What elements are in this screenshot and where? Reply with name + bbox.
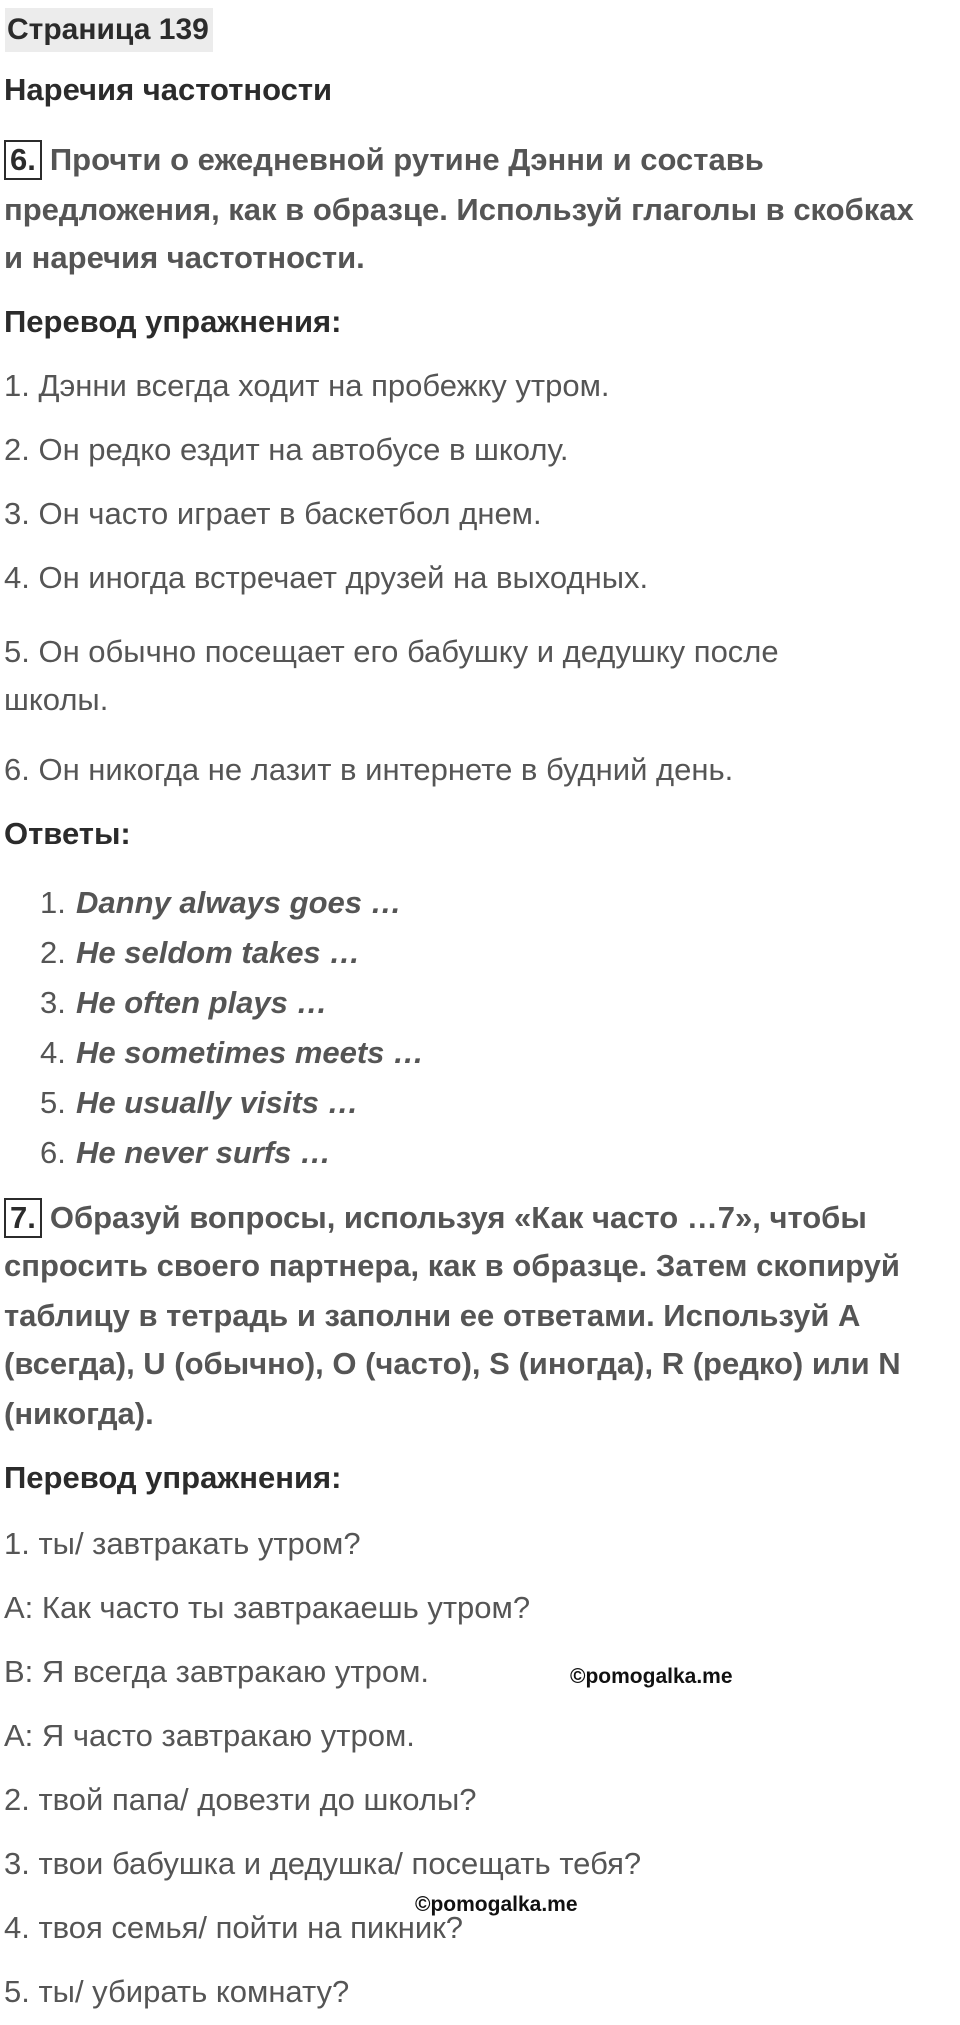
exercise7-number: 7. [4,1198,42,1238]
exercise7-task-text-1: Образуй вопросы, используя «Как часто …7», чтобы [49,1200,867,1235]
answer-number: 5. [40,1085,66,1120]
exercise6-task-line-2: предложения, как в образце. Используй глаголы в скобках [4,192,914,227]
exercise7-task-line-5: (никогда). [4,1396,154,1431]
exercise6-translation-line-6: школы. [4,682,109,717]
exercise7-translation-line-3: B: Я всегда завтракаю утром. [4,1654,429,1689]
watermark: ©pomogalka.me [570,1665,733,1688]
watermark: ©pomogalka.me [415,1893,578,1916]
exercise7-translation-line-1: 1. ты/ завтракать утром? [4,1526,361,1561]
answer-text: He never surfs … [76,1135,331,1170]
answer-number: 2. [40,935,66,970]
answer-text: He seldom takes … [76,935,361,970]
list-item [40,928,424,978]
exercise6-translation-heading: Перевод упражнения: [4,304,342,339]
exercise7-translation-line-7: 4. твоя семья/ пойти на пикник? [4,1910,463,1945]
answer-number: 4. [40,1035,66,1070]
exercise7-task-line-3: таблицу в тетрадь и заполни ее ответами. Используй A [4,1298,861,1333]
exercise7-task-line-1 [4,1198,867,1238]
exercise6-translation-line-4: 4. Он иногда встречает друзей на выходных. [4,560,649,595]
exercise6-task-line-1 [4,140,764,180]
exercise6-number: 6. [4,140,42,180]
answer-text: He sometimes meets … [76,1035,425,1070]
answer-text: Danny always goes … [76,885,402,920]
list-item [40,878,424,928]
exercise7-translation-line-4: A: Я часто завтракаю утром. [4,1718,415,1753]
exercise6-task-line-3: и наречия частотности. [4,240,365,275]
answer-text: He usually visits … [76,1085,359,1120]
exercise7-translation-line-6: 3. твои бабушка и дедушка/ посещать тебя? [4,1846,642,1881]
exercise6-translation-line-3: 3. Он часто играет в баскетбол днем. [4,496,542,531]
answer-number: 3. [40,985,66,1020]
exercise6-task-text-1: Прочти о ежедневной рутине Дэнни и составь [49,142,764,177]
topic-title: Наречия частотности [4,72,333,107]
page-number: Страница 139 [5,8,213,52]
list-item [40,1028,424,1078]
exercise7-translation-line-5: 2. твой папа/ довезти до школы? [4,1782,477,1817]
exercise6-translation-line-2: 2. Он редко ездит на автобусе в школу. [4,432,569,467]
answer-text: He often plays … [76,985,328,1020]
answer-number: 1. [40,885,66,920]
list-item [40,1128,424,1178]
exercise7-task-line-4: (всегда), U (обычно), O (часто), S (иногда), R (редко) или N [4,1346,901,1381]
exercise7-translation-line-2: A: Как часто ты завтракаешь утром? [4,1590,531,1625]
list-item [40,978,424,1028]
exercise6-answers-list [40,878,424,1178]
exercise6-answers-heading: Ответы: [4,816,131,851]
exercise7-translation-heading: Перевод упражнения: [4,1460,342,1495]
exercise7-translation-line-8: 5. ты/ убирать комнату? [4,1974,350,2009]
exercise6-translation-line-7: 6. Он никогда не лазит в интернете в будний день. [4,752,734,787]
exercise6-translation-line-1: 1. Дэнни всегда ходит на пробежку утром. [4,368,610,403]
exercise7-task-line-2: спросить своего партнера, как в образце. Затем скопируй [4,1248,900,1283]
exercise6-translation-line-5: 5. Он обычно посещает его бабушку и дедушку после [4,634,779,669]
list-item [40,1078,424,1128]
answer-number: 6. [40,1135,66,1170]
